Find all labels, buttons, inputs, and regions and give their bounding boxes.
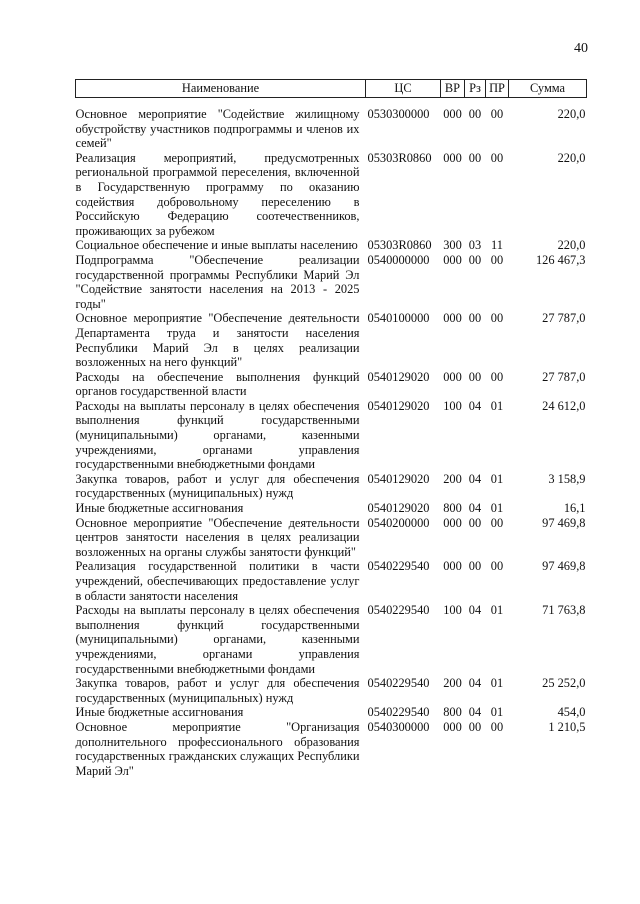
cell-rz: 04 [468, 398, 482, 413]
cell-pr: 01 [490, 603, 504, 618]
cell-pr: 01 [490, 676, 504, 691]
cell-rz: 00 [468, 369, 482, 384]
cell-vr: 000 [443, 311, 462, 326]
table-row [76, 705, 587, 720]
table-row [76, 98, 587, 151]
cell-rz: 00 [468, 515, 482, 530]
header-vr: ВР [441, 80, 465, 98]
cell-vr: 200 [443, 471, 462, 486]
cell-pr: 00 [490, 719, 504, 734]
cell-pr: 01 [490, 501, 504, 516]
cell-cs: 0540300000 [367, 719, 430, 734]
cell-pr: 00 [490, 369, 504, 384]
cell-cs: 0540229540 [367, 676, 430, 691]
table-row [76, 559, 587, 603]
cell-rz: 00 [468, 252, 482, 267]
cell-name: Реализация мероприятий, предусмотренных региональной программой переселения, включенной в Государственную программу по оказанию содействия добровольному переселению в Российскую Федерацию соотечественников, проживающих за рубежом [75, 150, 360, 238]
cell-name: Реализация государственной политики в части учреждений, обеспечивающих предоставление услуг в области занятости населения [75, 559, 360, 603]
cell-rz: 00 [468, 107, 482, 121]
cell-pr: 00 [490, 311, 504, 326]
cell-vr: 300 [443, 238, 462, 253]
cell-sum: 27 787,0 [542, 369, 586, 384]
cell-sum: 3 158,9 [548, 471, 586, 486]
table-row [76, 603, 587, 676]
cell-sum: 71 763,8 [542, 603, 586, 618]
cell-sum: 24 612,0 [542, 398, 586, 413]
table-header-row [76, 80, 587, 98]
cell-vr: 800 [443, 705, 462, 720]
cell-name: Иные бюджетные ассигнования [75, 501, 244, 516]
cell-sum: 1 210,5 [548, 719, 586, 734]
cell-pr: 01 [490, 705, 504, 720]
cell-name: Закупка товаров, работ и услуг для обеспечения государственных (муниципальных) нужд [75, 471, 360, 501]
cell-name: Подпрограмма "Обеспечение реализации государственной программы Республики Марий Эл "Содействие занятости населения на 2013 - 2025 годы" [75, 252, 360, 311]
cell-sum: 97 469,8 [542, 515, 586, 530]
cell-rz: 03 [468, 238, 482, 253]
table-row [76, 516, 587, 560]
cell-vr: 200 [443, 676, 462, 691]
cell-pr: 00 [490, 150, 504, 165]
cell-pr: 00 [490, 252, 504, 267]
cell-rz: 00 [468, 311, 482, 326]
cell-vr: 000 [443, 515, 462, 530]
cell-sum: 97 469,8 [542, 559, 586, 574]
cell-rz: 04 [468, 501, 482, 516]
cell-pr: 00 [490, 515, 504, 530]
cell-cs: 05303R0860 [367, 238, 432, 253]
header-pr: ПР [486, 80, 509, 98]
cell-cs: 0540129020 [367, 471, 430, 486]
cell-name: Расходы на выплаты персоналу в целях обеспечения выполнения функций государственными (муниципальными) органами, казенными учреждениями, органами управления государственными внебюджетными фондами [75, 398, 360, 472]
cell-sum: 27 787,0 [542, 311, 586, 326]
table-row [76, 253, 587, 311]
cell-rz: 00 [468, 559, 482, 574]
table-row [76, 676, 587, 705]
budget-table [75, 79, 587, 778]
table-row [76, 238, 587, 253]
table-row [76, 399, 587, 472]
cell-cs: 0540000000 [367, 252, 430, 267]
cell-cs: 0530300000 [367, 107, 430, 121]
cell-cs: 0540200000 [367, 515, 430, 530]
cell-sum: 25 252,0 [542, 676, 586, 691]
cell-rz: 04 [468, 471, 482, 486]
cell-rz: 04 [468, 603, 482, 618]
cell-name: Основное мероприятие "Обеспечение деятельности Департамента труда и занятости населения Республики Марий Эл в целях реализации возложенных на него функций" [75, 311, 360, 370]
cell-vr: 100 [443, 603, 462, 618]
cell-cs: 0540229540 [367, 603, 430, 618]
cell-pr: 01 [490, 471, 504, 486]
cell-name: Закупка товаров, работ и услуг для обеспечения государственных (муниципальных) нужд [75, 676, 360, 705]
cell-name: Расходы на обеспечение выполнения функций органов государственной власти [75, 369, 360, 399]
cell-sum: 220,0 [557, 238, 586, 253]
table-row [76, 370, 587, 399]
cell-rz: 00 [468, 150, 482, 165]
header-sum: Сумма [509, 80, 587, 98]
table-row [76, 501, 587, 516]
cell-sum: 16,1 [563, 501, 586, 516]
cell-cs: 0540229540 [367, 705, 430, 720]
cell-name: Основное мероприятие "Обеспечение деятельности центров занятости населения в целях реализации возложенных на органы службы занятости функций" [75, 515, 360, 559]
cell-cs: 0540129020 [367, 369, 430, 384]
cell-sum: 220,0 [557, 150, 586, 165]
table-body [76, 98, 587, 779]
cell-pr: 01 [490, 398, 504, 413]
cell-rz: 00 [468, 719, 482, 734]
cell-pr: 00 [490, 107, 504, 121]
cell-cs: 0540129020 [367, 501, 430, 516]
table-row [76, 311, 587, 369]
table-row [76, 720, 587, 778]
header-rz: Рз [465, 80, 486, 98]
cell-pr: 11 [491, 238, 503, 253]
cell-vr: 000 [443, 719, 462, 734]
cell-cs: 0540229540 [367, 559, 430, 574]
header-name: Наименование [76, 80, 366, 98]
cell-vr: 000 [443, 559, 462, 574]
cell-vr: 800 [443, 501, 462, 516]
cell-name: Расходы на выплаты персоналу в целях обеспечения выполнения функций государственными (муниципальными) органами, казенными учреждениями, органами управления государственными внебюджетными фондами [75, 603, 360, 676]
cell-vr: 100 [443, 398, 462, 413]
cell-name: Основное мероприятие "Организация дополнительного профессионального образования государственных гражданских служащих Республики Марий Эл" [75, 719, 360, 778]
cell-sum: 454,0 [557, 705, 586, 720]
cell-name: Иные бюджетные ассигнования [75, 705, 244, 720]
table-row [76, 472, 587, 501]
cell-vr: 000 [443, 107, 462, 121]
cell-rz: 04 [468, 705, 482, 720]
cell-cs: 0540129020 [367, 398, 430, 413]
header-cs: ЦС [366, 80, 441, 98]
cell-vr: 000 [443, 369, 462, 384]
cell-cs: 0540100000 [367, 311, 430, 326]
cell-name: Основное мероприятие "Содействие жилищному обустройству участников подпрограммы и членов их семей" [75, 107, 360, 151]
cell-pr: 00 [490, 559, 504, 574]
cell-vr: 000 [443, 150, 462, 165]
cell-sum: 126 467,3 [535, 252, 586, 267]
cell-vr: 000 [443, 252, 462, 267]
cell-sum: 220,0 [557, 107, 586, 121]
table-row [76, 151, 587, 239]
cell-name: Социальное обеспечение и иные выплаты населению [75, 238, 358, 253]
cell-cs: 05303R0860 [367, 150, 432, 165]
page-number: 40 [574, 41, 588, 56]
cell-rz: 04 [468, 676, 482, 691]
